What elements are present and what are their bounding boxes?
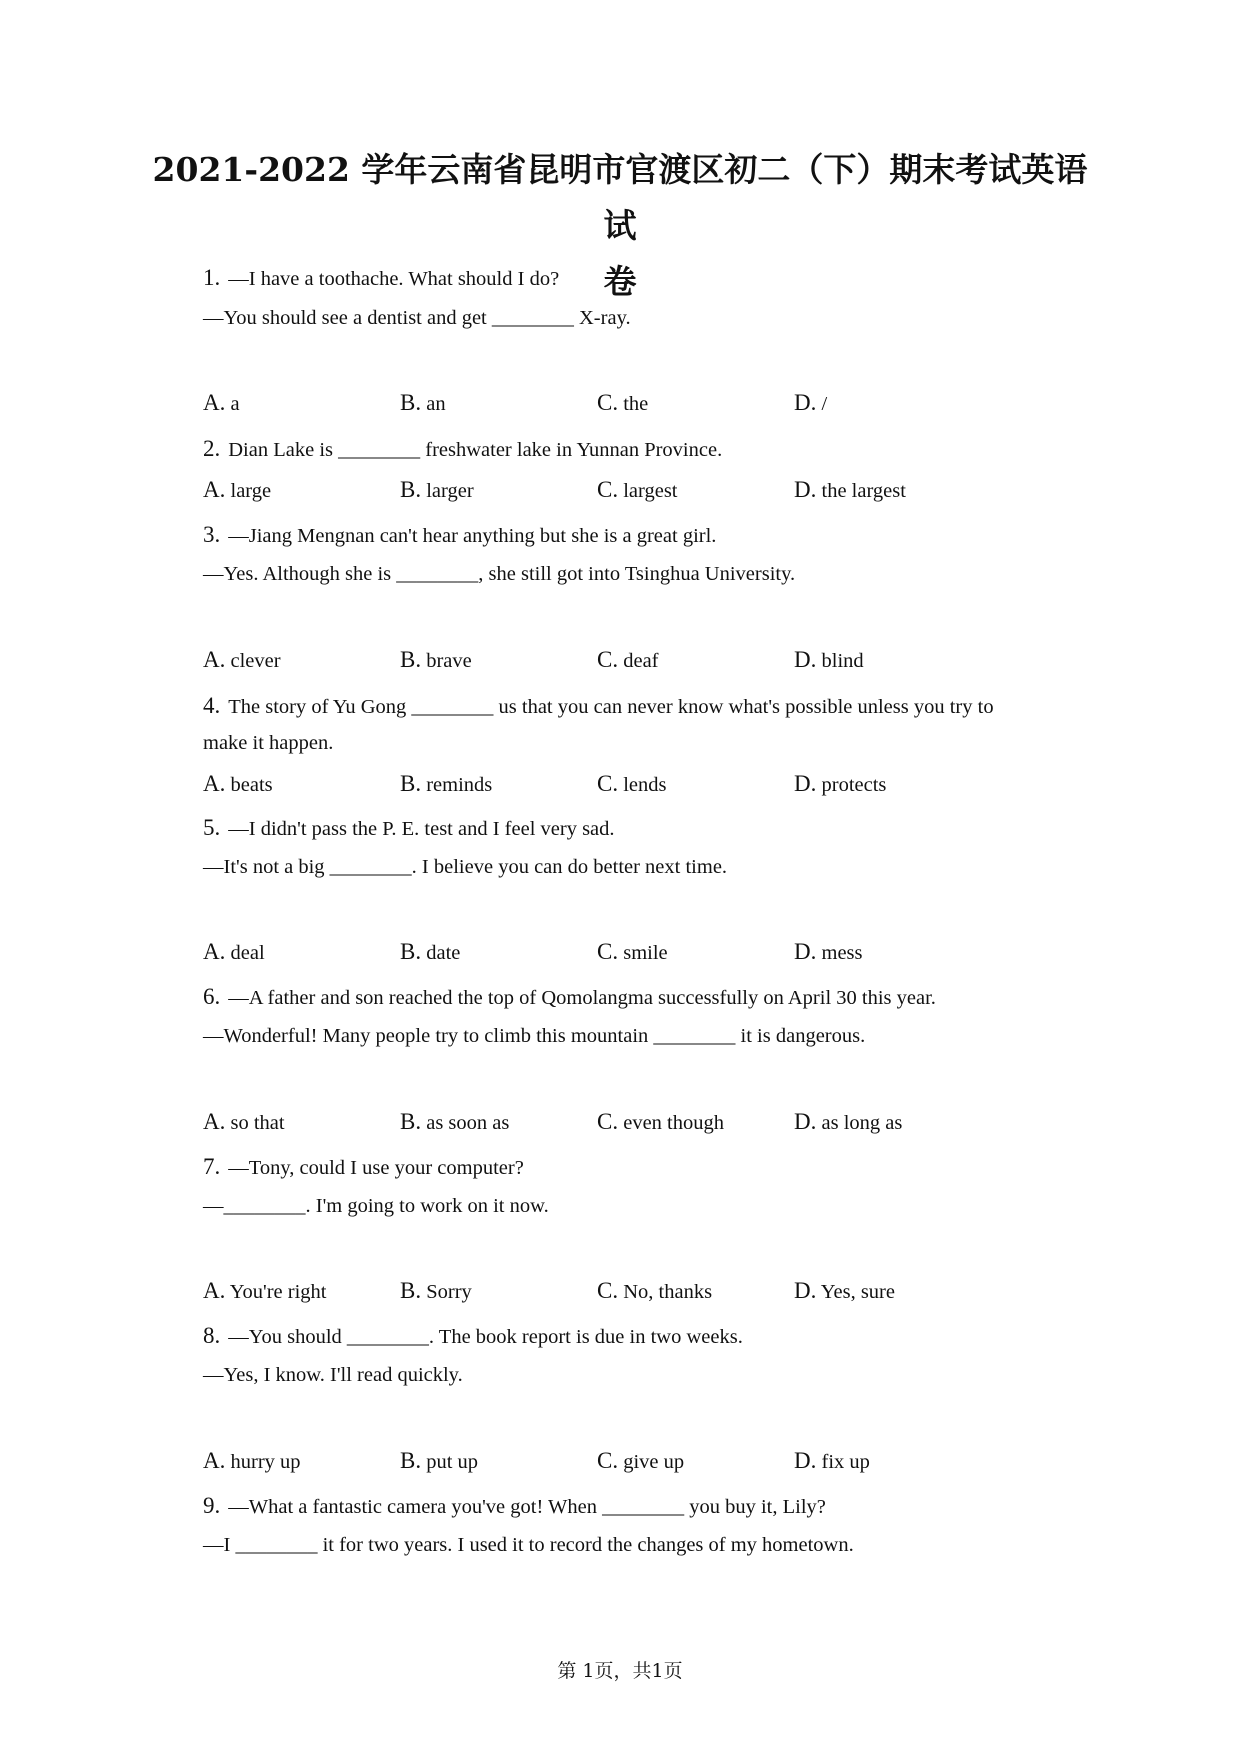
- options-row-8: [203, 1448, 1063, 1478]
- question-1: [203, 265, 1063, 291]
- question-4: [203, 693, 1063, 719]
- question-4-continued: make it happen.: [203, 732, 334, 754]
- question-text: —Tony, could I use your computer?: [228, 1157, 524, 1179]
- option-d[interactable]: D. /: [794, 390, 828, 415]
- question-3-reply: —Yes. Although she is ________, she still got into Tsinghua University.: [203, 563, 796, 585]
- option-c[interactable]: C. give up: [597, 1448, 685, 1473]
- question-text: —I didn't pass the P. E. test and I feel very sad.: [228, 818, 615, 840]
- option-c[interactable]: C. lends: [597, 771, 667, 796]
- option-a[interactable]: A. so that: [203, 1109, 285, 1134]
- option-d[interactable]: D. the largest: [794, 477, 906, 502]
- option-b[interactable]: B. Sorry: [400, 1278, 472, 1303]
- question-text: —You should ________. The book report is due in two weeks.: [228, 1326, 743, 1348]
- question-3: [203, 522, 1063, 548]
- options-row-3: [203, 647, 1063, 677]
- option-a[interactable]: A. beats: [203, 771, 273, 796]
- option-d[interactable]: D. Yes, sure: [794, 1278, 895, 1303]
- question-2: [203, 436, 1063, 462]
- question-6-reply: —Wonderful! Many people try to climb this mountain ________ it is dangerous.: [203, 1025, 866, 1047]
- options-row-5: [203, 939, 1063, 969]
- question-8: [203, 1323, 1063, 1349]
- option-b[interactable]: B. reminds: [400, 771, 493, 796]
- options-row-6: [203, 1109, 1063, 1139]
- question-number: 6.: [203, 984, 221, 1009]
- question-5: [203, 815, 1063, 841]
- question-text: —I have a toothache. What should I do?: [228, 268, 560, 290]
- options-row-1: [203, 390, 1063, 420]
- options-row-2: [203, 477, 1063, 507]
- question-number: 2.: [203, 436, 221, 461]
- question-number: 1.: [203, 265, 221, 290]
- question-7-reply: —________. I'm going to work on it now.: [203, 1195, 549, 1217]
- option-a[interactable]: A. a: [203, 390, 240, 415]
- page-footer: 第 1页，共1页: [557, 1660, 683, 1682]
- question-text: —Jiang Mengnan can't hear anything but she is a great girl.: [228, 525, 717, 547]
- question-text: The story of Yu Gong ________ us that you can never know what's possible unless you try to: [228, 696, 994, 718]
- option-a[interactable]: A. hurry up: [203, 1448, 301, 1473]
- option-a[interactable]: A. large: [203, 477, 272, 502]
- title-line-2: 卷: [603, 262, 637, 301]
- option-d[interactable]: D. protects: [794, 771, 887, 796]
- option-b[interactable]: B. put up: [400, 1448, 479, 1473]
- question-6: [203, 984, 1063, 1010]
- option-c[interactable]: C. the: [597, 390, 649, 415]
- option-c[interactable]: C. even though: [597, 1109, 724, 1134]
- option-c[interactable]: C. smile: [597, 939, 668, 964]
- option-a[interactable]: A. You're right: [203, 1278, 327, 1303]
- question-8-reply: —Yes, I know. I'll read quickly.: [203, 1364, 463, 1386]
- option-c[interactable]: C. deaf: [597, 647, 659, 672]
- question-number: 8.: [203, 1323, 221, 1348]
- option-b[interactable]: B. brave: [400, 647, 472, 672]
- option-b[interactable]: B. an: [400, 390, 446, 415]
- option-b[interactable]: B. date: [400, 939, 461, 964]
- question-1-reply: —You should see a dentist and get ________ X-ray.: [203, 307, 631, 329]
- question-number: 7.: [203, 1154, 221, 1179]
- question-number: 5.: [203, 815, 221, 840]
- option-a[interactable]: A. clever: [203, 647, 281, 672]
- option-b[interactable]: B. as soon as: [400, 1109, 510, 1134]
- option-d[interactable]: D. fix up: [794, 1448, 870, 1473]
- question-9: [203, 1493, 1063, 1519]
- option-c[interactable]: C. largest: [597, 477, 678, 502]
- question-text: —A father and son reached the top of Qomolangma successfully on April 30 this year.: [228, 987, 936, 1009]
- option-d[interactable]: D. blind: [794, 647, 864, 672]
- question-text: Dian Lake is ________ freshwater lake in Yunnan Province.: [228, 439, 723, 461]
- option-d[interactable]: D. mess: [794, 939, 863, 964]
- option-c[interactable]: C. No, thanks: [597, 1278, 713, 1303]
- question-number: 4.: [203, 693, 221, 718]
- options-row-4: [203, 771, 1063, 801]
- question-text: —What a fantastic camera you've got! When ________ you buy it, Lily?: [228, 1496, 826, 1518]
- question-5-reply: —It's not a big ________. I believe you can do better next time.: [203, 856, 728, 878]
- question-number: 9.: [203, 1493, 221, 1518]
- option-b[interactable]: B. larger: [400, 477, 474, 502]
- question-number: 3.: [203, 522, 221, 547]
- question-9-reply: —I ________ it for two years. I used it to record the changes of my hometown.: [203, 1534, 854, 1556]
- question-7: [203, 1154, 1063, 1180]
- option-d[interactable]: D. as long as: [794, 1109, 903, 1134]
- option-a[interactable]: A. deal: [203, 939, 265, 964]
- title-line-1: 2021-2022 学年云南省昆明市官渡区初二（下）期末考试英语试: [152, 150, 1088, 245]
- options-row-7: [203, 1278, 1063, 1308]
